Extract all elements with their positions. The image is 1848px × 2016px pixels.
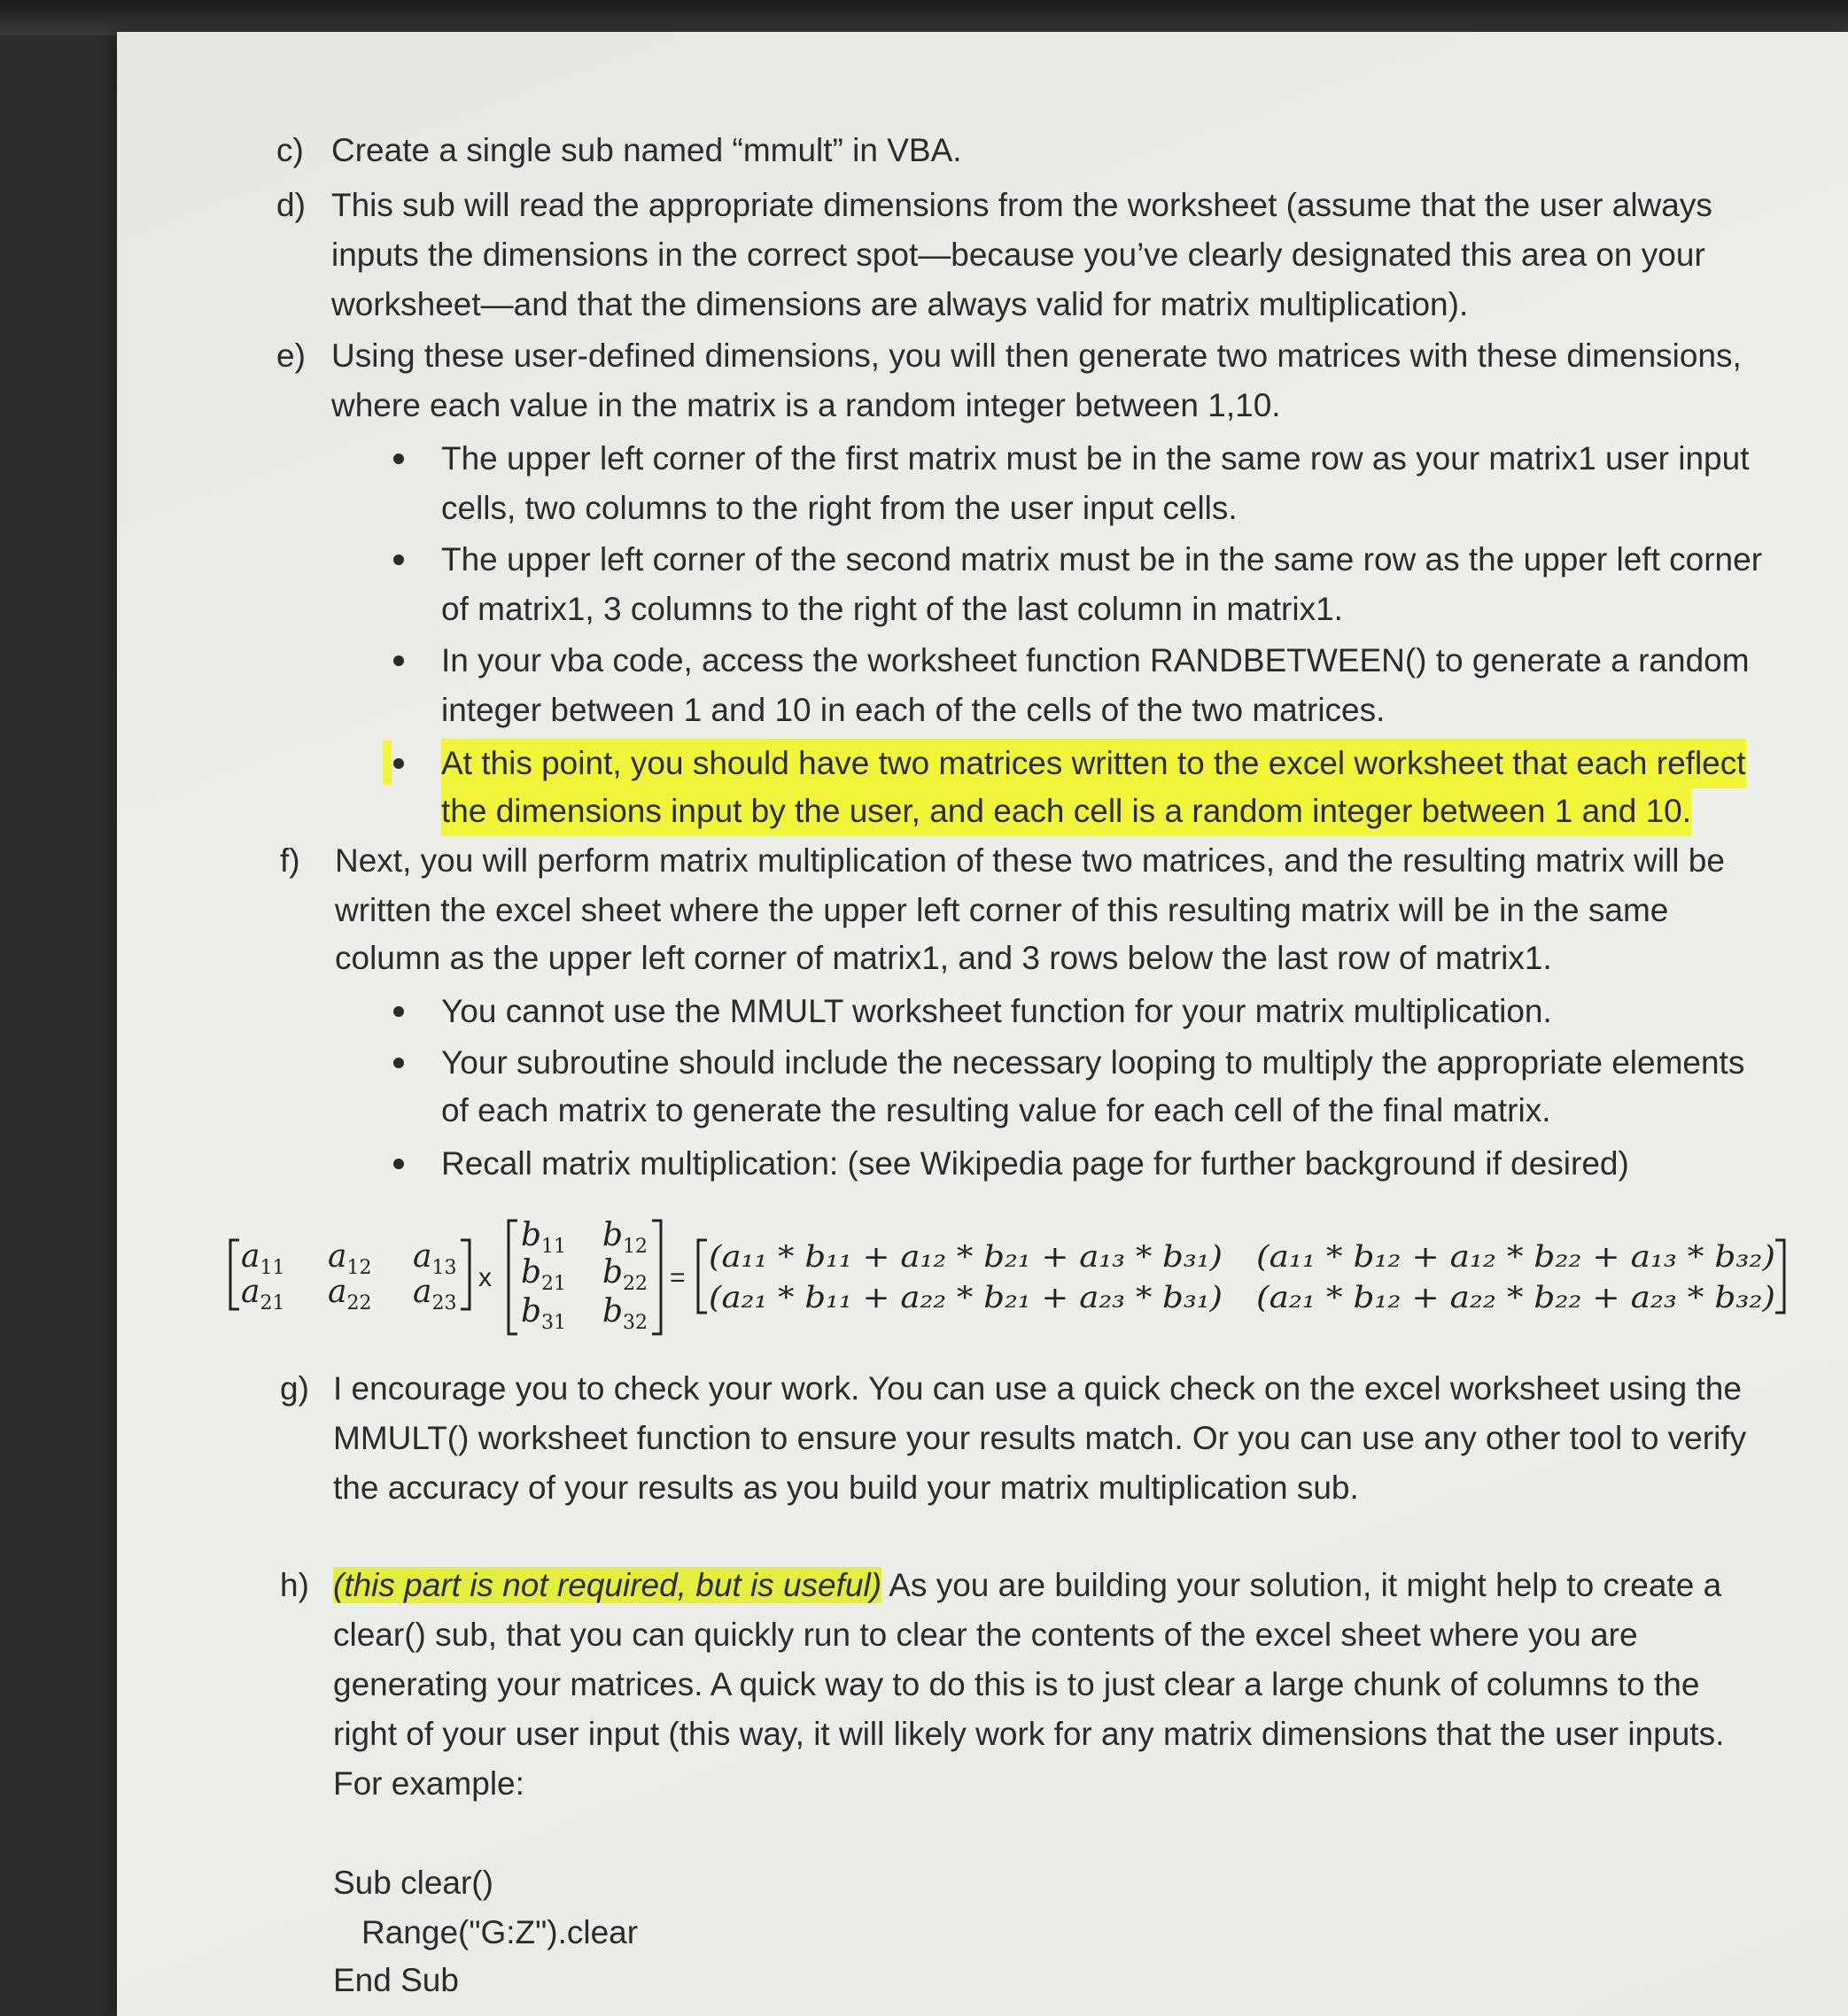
item-g-line-2: MMULT() worksheet function to ensure your results match. Or you can use any other tool to verify (333, 1420, 1747, 1456)
b21: $b_{21}$ (521, 1254, 567, 1295)
bullet-line: You cannot use the MMULT worksheet function for your matrix multiplication. (441, 993, 1552, 1029)
item-h-line-3: generating your matrices. A quick way to do this is to just clear a large chunk of columns to the (333, 1666, 1700, 1702)
item-h-line-1 (333, 1561, 1721, 1610)
item-c-label: c) (276, 132, 304, 168)
item-h-first-rest: As you are building your solution, it might help to create a (881, 1567, 1722, 1603)
bullet-dot (393, 454, 404, 464)
a11: $a_{11}$ (241, 1238, 285, 1279)
item-g-label: g) (280, 1370, 309, 1407)
b32: $b_{32}$ (602, 1293, 648, 1334)
a12: $a_{12}$ (328, 1238, 372, 1279)
item-c-line-1: Create a single sub named “mmult” in VBA. (331, 132, 962, 168)
b12: $b_{12}$ (602, 1217, 648, 1258)
times-sign: x (478, 1263, 492, 1292)
a23: $a_{23}$ (413, 1274, 457, 1314)
bullet-line-highlighted: At this point, you should have two matrices written to the excel worksheet that each reflect (441, 739, 1746, 788)
item-e-label: e) (276, 337, 306, 374)
item-e-line-1: Using these user-defined dimensions, you will then generate two matrices with these dimensions, (331, 337, 1742, 374)
bullet-dot (393, 1058, 404, 1068)
bullet-line: cells, two columns to the right from the user input cells. (441, 490, 1238, 526)
item-d-label: d) (276, 187, 306, 223)
result-r11: (a₁₁ * b₁₁ + a₁₂ * b₂₁ + a₁₃ * b₃₁) (709, 1239, 1223, 1275)
a21: $a_{21}$ (241, 1274, 285, 1314)
item-f-line-2: written the excel sheet where the upper left corner of this resulting matrix will be in the same (335, 892, 1669, 928)
item-f-label: f) (280, 842, 300, 879)
item-g-line-3: the accuracy of your results as you build your matrix multiplication sub. (333, 1469, 1359, 1506)
item-d-line-2: inputs the dimensions in the correct spot—because you’ve clearly designated this area on your (331, 236, 1705, 273)
result-r22: (a₂₁ * b₁₂ + a₂₂ * b₂₂ + a₂₃ * b₃₂) (1256, 1280, 1775, 1315)
item-f-line-3: column as the upper left corner of matrix1, and 3 rows below the last row of matrix1. (335, 940, 1552, 976)
bullet-line: Recall matrix multiplication: (see Wikipedia page for further background if desired) (441, 1145, 1629, 1182)
bullet-line: of each matrix to generate the resulting value for each cell of the final matrix. (441, 1092, 1551, 1128)
a13: $a_{13}$ (413, 1238, 457, 1279)
bullet-line: of matrix1, 3 columns to the right of the last column in matrix1. (441, 591, 1343, 627)
item-d-line-1: This sub will read the appropriate dimensions from the worksheet (assume that the user always (331, 187, 1712, 223)
bullet-dot (393, 655, 404, 666)
bullet-line: The upper left corner of the second matrix must be in the same row as the upper left corner (441, 541, 1763, 578)
highlight-stub (383, 740, 392, 785)
equals-sign: = (670, 1263, 686, 1292)
item-h-highlight: (this part is not required, but is useful) (333, 1567, 882, 1603)
bullet-line: In your vba code, access the worksheet function RANDBETWEEN() to generate a random (441, 642, 1750, 678)
result-r12: (a₁₁ * b₁₂ + a₁₂ * b₂₂ + a₁₃ * b₃₂) (1256, 1239, 1775, 1275)
item-f-line-1: Next, you will perform matrix multiplication of these two matrices, and the resulting matrix will be (335, 842, 1725, 879)
code-line-3: End Sub (333, 1962, 459, 1998)
item-h-line-5: For example: (333, 1765, 524, 1802)
bullet-dot (393, 1006, 404, 1017)
bullet-line: integer between 1 and 10 in each of the cells of the two matrices. (441, 692, 1386, 728)
code-line-1: Sub clear() (333, 1865, 493, 1901)
item-g-line-1: I encourage you to check your work. You can use a quick check on the excel worksheet using the (333, 1370, 1742, 1407)
b22: $b_{22}$ (602, 1254, 648, 1295)
bullet-dot (393, 758, 404, 769)
item-d-line-3: worksheet—and that the dimensions are always valid for matrix multiplication). (331, 286, 1469, 322)
b31: $b_{31}$ (521, 1293, 567, 1334)
result-r21: (a₂₁ * b₁₁ + a₂₂ * b₂₁ + a₂₃ * b₃₁) (709, 1280, 1223, 1315)
bullet-dot (393, 1159, 404, 1169)
bullet-line-highlighted: the dimensions input by the user, and each cell is a random integer between 1 and 10. (441, 787, 1691, 836)
item-h-label: h) (280, 1567, 309, 1603)
code-line-2: Range("G:Z").clear (361, 1914, 639, 1950)
monitor-bezel (0, 0, 1848, 35)
bullet-line: Your subroutine should include the necessary looping to multiply the appropriate elements (441, 1044, 1745, 1081)
bullet-line: The upper left corner of the first matrix must be in the same row as your matrix1 user input (441, 440, 1750, 477)
item-h-line-2: clear() sub, that you can quickly run to clear the contents of the excel sheet where you are (333, 1617, 1638, 1653)
bullet-dot (393, 554, 404, 565)
item-e-line-2: where each value in the matrix is a random integer between 1,10. (331, 387, 1281, 423)
a22: $a_{22}$ (328, 1274, 372, 1314)
b11: $b_{11}$ (521, 1217, 567, 1258)
item-h-line-4: right of your user input (this way, it will likely work for any matrix dimensions that the user inputs. (333, 1716, 1725, 1752)
